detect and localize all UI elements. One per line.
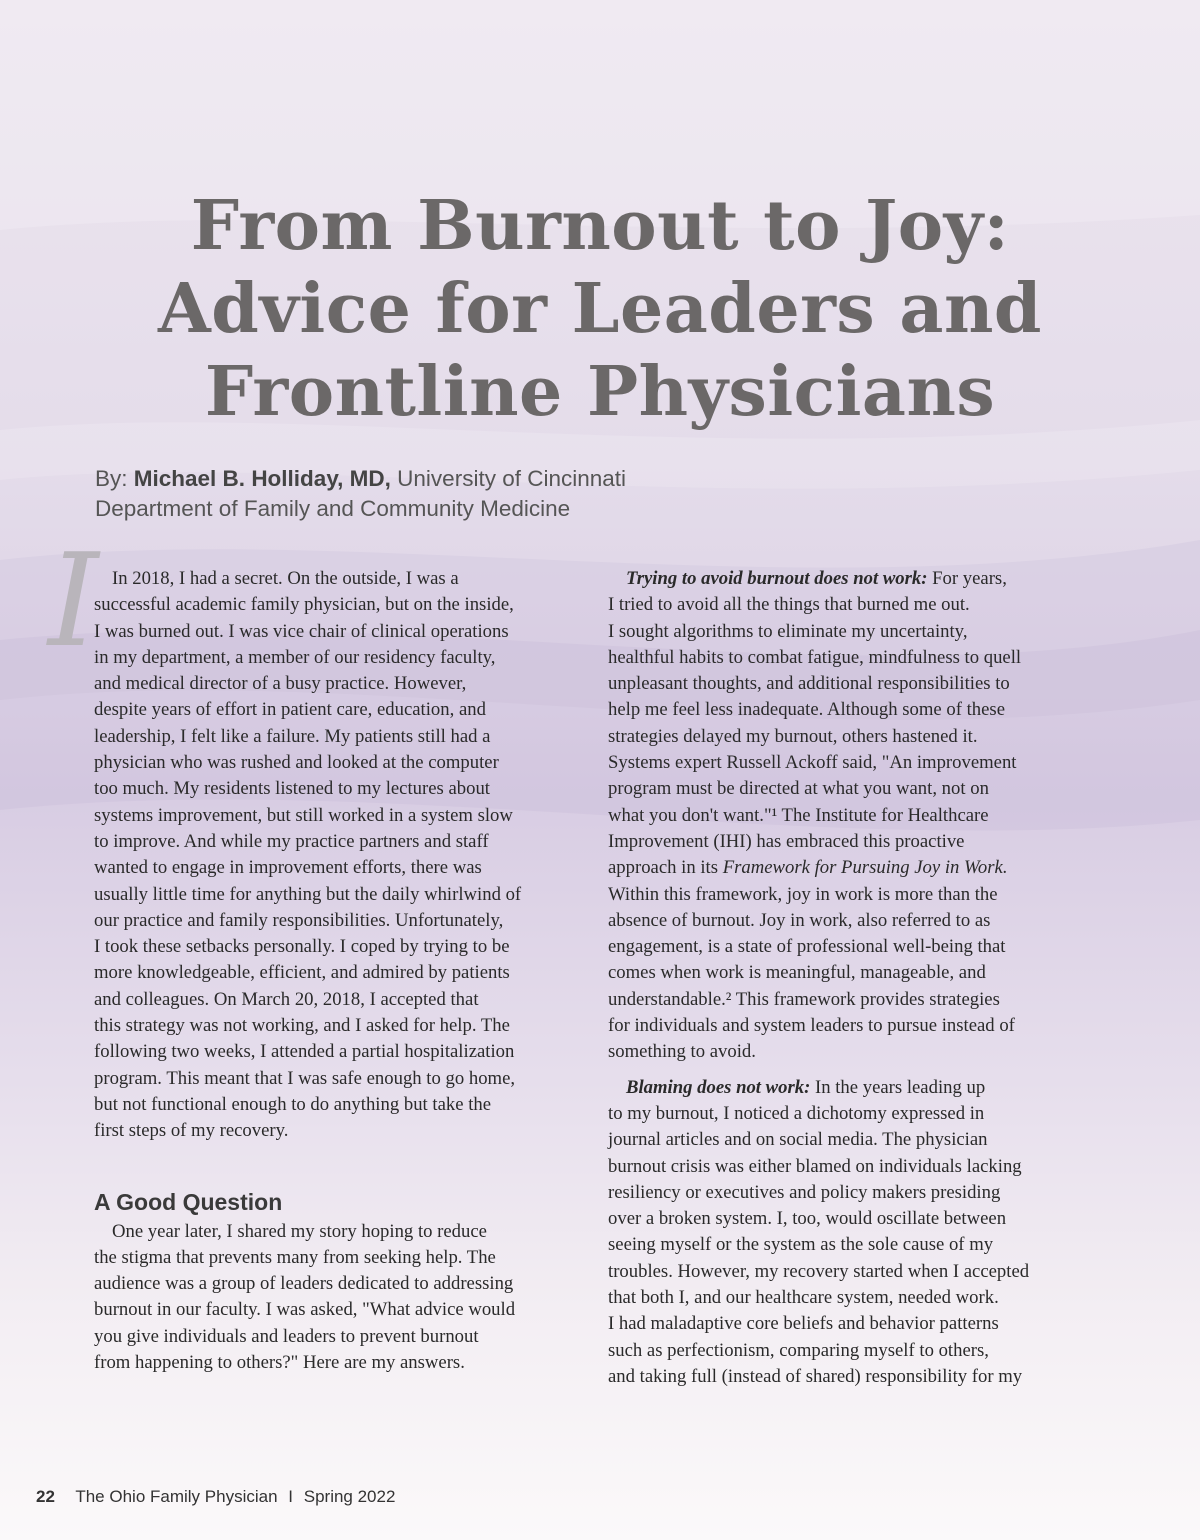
text-line: I sought algorithms to eliminate my uncertainty, (608, 620, 968, 642)
title-line-1: From Burnout to Joy: (190, 186, 1010, 266)
text-line: I had maladaptive core beliefs and behavior patterns (608, 1313, 999, 1335)
text-line: systems improvement, but still worked in a system slow (94, 804, 513, 826)
text-line: to improve. And while my practice partners and staff (94, 830, 489, 852)
text-line: what you don't want."¹ The Institute for Healthcare (608, 804, 989, 826)
byline-prefix: By: (95, 466, 128, 491)
text-line: too much. My residents listened to my lectures about (94, 778, 490, 800)
blaming-lead: Blaming does not work: (626, 1076, 811, 1098)
title-line-2: Advice for Leaders and (158, 269, 1042, 349)
text-line: leadership, I felt like a failure. My patients still had a (94, 725, 491, 747)
byline-affiliation-1: University of Cincinnati (397, 466, 627, 491)
blaming-paragraph (608, 1075, 1088, 1391)
text-line: journal articles and on social media. The physician (608, 1129, 988, 1151)
footer-separator: I (288, 1487, 293, 1506)
text-line: you give individuals and leaders to prevent burnout (94, 1325, 479, 1347)
text-line: troubles. However, my recovery started when I accepted (608, 1260, 1030, 1282)
text-line: burnout crisis was either blamed on individuals lacking (608, 1155, 1022, 1177)
text-line: Improvement (IHI) has embraced this proactive (608, 830, 965, 852)
article-title (0, 185, 1200, 434)
text-line: comes when work is meaningful, manageable, and (608, 962, 986, 984)
text-line: but not functional enough to do anything but take the (94, 1093, 492, 1115)
text-line: program must be directed at what you want, not on (608, 778, 989, 800)
text-line: first steps of my recovery. (94, 1120, 289, 1142)
text-line: Within this framework, joy in work is more than the (608, 883, 998, 905)
question-paragraph (94, 1219, 574, 1377)
text-line: healthful habits to combat fatigue, mindfulness to quell (608, 646, 1022, 668)
text-line: I tried to avoid all the things that burned me out. (608, 594, 970, 616)
byline-author: Michael B. Holliday, MD, (133, 466, 391, 491)
text-line: strategies delayed my burnout, others hastened it. (608, 725, 978, 747)
publication-name: The Ohio Family Physician (75, 1487, 278, 1506)
text-line: help me feel less inadequate. Although some of these (608, 699, 1005, 721)
text-line: and medical director of a busy practice. However, (94, 673, 467, 695)
text-line: successful academic family physician, but on the inside, (94, 594, 514, 616)
text-line: usually little time for anything but the daily whirlwind of (94, 883, 522, 905)
text-line: and taking full (instead of shared) responsibility for my (608, 1365, 1023, 1387)
text-line: such as perfectionism, comparing myself to others, (608, 1339, 989, 1361)
text-line: unpleasant thoughts, and additional responsibilities to (608, 673, 1010, 695)
text-line: over a broken system. I, too, would oscillate between (608, 1208, 1007, 1230)
text-line: One year later, I shared my story hoping to reduce (112, 1220, 487, 1242)
drop-cap: I (48, 527, 99, 676)
text-line: Systems expert Russell Ackoff said, "An improvement (608, 752, 1017, 774)
text-line: burnout in our faculty. I was asked, "What advice would (94, 1299, 516, 1321)
text-line: our practice and family responsibilities. Unfortunately, (94, 909, 504, 931)
blaming-first-rest: In the years leading up (810, 1076, 986, 1098)
page-number: 22 (36, 1487, 55, 1506)
avoid-burnout-paragraph (608, 566, 1088, 1066)
issue-date: Spring 2022 (303, 1487, 396, 1506)
text-line: and colleagues. On March 20, 2018, I accepted that (94, 988, 479, 1010)
text-line: audience was a group of leaders dedicated to addressing (94, 1273, 514, 1295)
text-line: something to avoid. (608, 1041, 756, 1063)
text-line: that both I, and our healthcare system, needed work. (608, 1287, 999, 1309)
text-line: resiliency or executives and policy makers presiding (608, 1181, 1001, 1203)
framework-title: Framework for Pursuing Joy in Work. (722, 857, 1008, 879)
byline-affiliation-2: Department of Family and Community Medicine (95, 496, 571, 521)
text-line: more knowledgeable, efficient, and admired by patients (94, 962, 510, 984)
text-line: engagement, is a state of professional well-being that (608, 936, 1006, 958)
right-column (608, 566, 1088, 1390)
byline (95, 464, 995, 524)
text-line: this strategy was not working, and I asked for help. The (94, 1015, 510, 1037)
page-footer (36, 1487, 395, 1507)
text-line: despite years of effort in patient care, education, and (94, 699, 486, 721)
left-column (94, 566, 574, 1376)
text-line: program. This meant that I was safe enough to go home, (94, 1067, 516, 1089)
text-line: following two weeks, I attended a partial hospitalization (94, 1041, 515, 1063)
text-line: the stigma that prevents many from seeking help. The (94, 1246, 496, 1268)
avoid-burnout-lead: Trying to avoid burnout does not work: (626, 568, 928, 589)
text-line: to my burnout, I noticed a dichotomy expressed in (608, 1102, 985, 1124)
avoid-burnout-first-rest: For years, (927, 568, 1007, 589)
text-line: wanted to engage in improvement efforts, there was (94, 857, 482, 879)
text-line: seeing myself or the system as the sole cause of my (608, 1234, 994, 1256)
text-line: physician who was rushed and looked at the computer (94, 752, 499, 774)
title-line-3: Frontline Physicians (204, 352, 996, 432)
text-line: from happening to others?" Here are my answers. (94, 1352, 465, 1374)
text-line: in my department, a member of our residency faculty, (94, 646, 496, 668)
section-heading: A Good Question (94, 1188, 283, 1215)
intro-paragraph (94, 566, 574, 1145)
text-line: for individuals and system leaders to pursue instead of (608, 1015, 1015, 1037)
text-line: I was burned out. I was vice chair of clinical operations (94, 620, 509, 642)
text-line: understandable.² This framework provides strategies (608, 988, 1000, 1010)
text-line: I took these setbacks personally. I coped by trying to be (94, 936, 510, 958)
text-line: In 2018, I had a secret. On the outside, I was a (112, 568, 459, 589)
text-line: absence of burnout. Joy in work, also referred to as (608, 909, 991, 931)
framework-pre: approach in its (608, 857, 723, 879)
